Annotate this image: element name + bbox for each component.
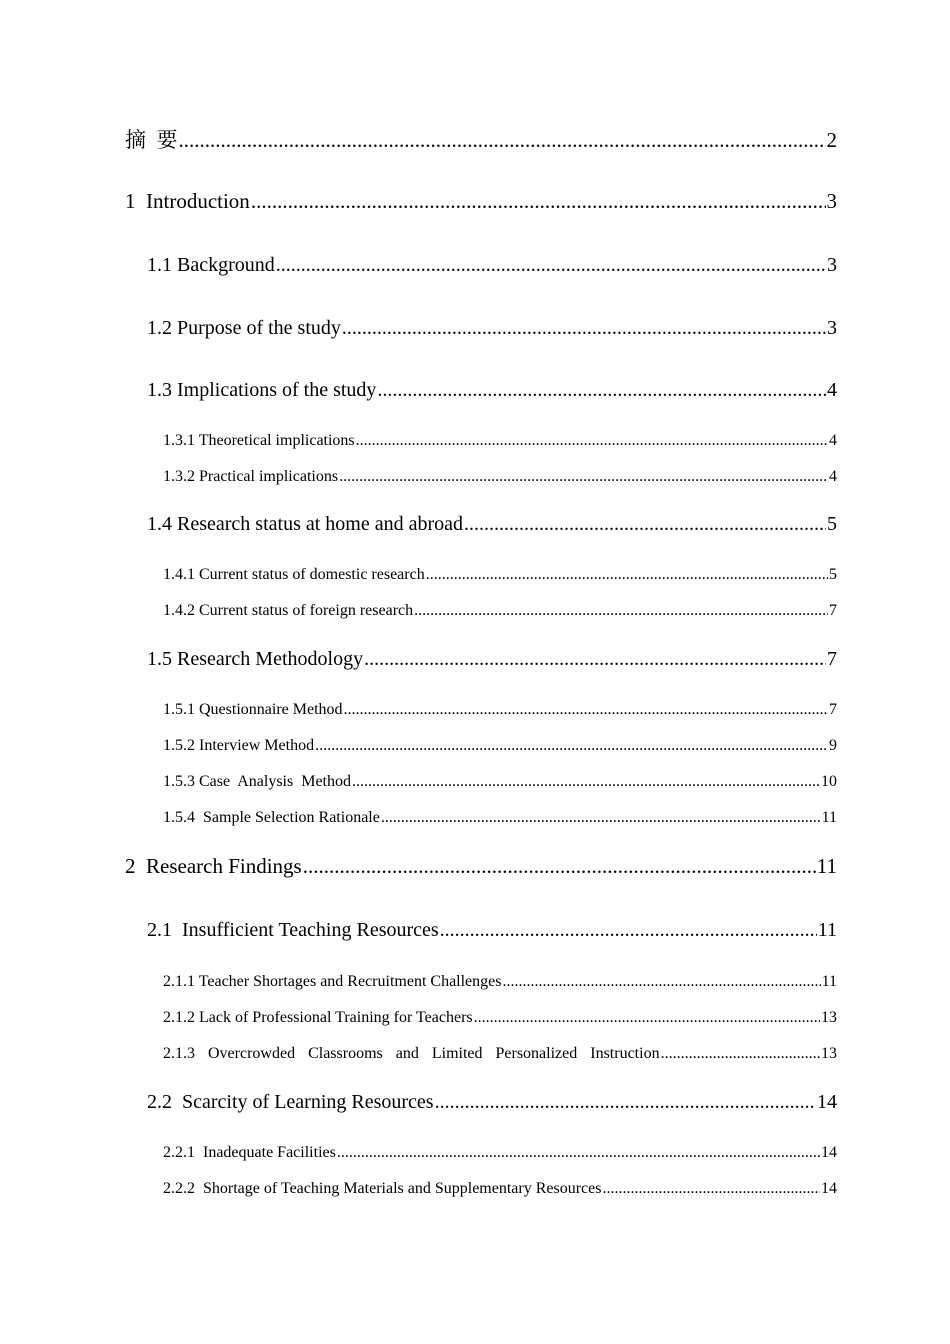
toc-entry-page: 13 [821,1045,837,1062]
toc-entry-1-2[interactable] [147,317,837,340]
toc-entry-2-2-1[interactable] [163,1144,837,1162]
toc-entry-page: 9 [829,737,837,754]
toc-entry-label: 1.3.1 Theoretical implications [163,432,355,449]
toc-entry-page: 3 [827,254,837,276]
toc-entry-page: 3 [827,317,837,339]
toc-entry-abstract[interactable] [125,124,837,154]
dot-leader [179,128,826,153]
toc-entry-label: 1.5.4 Sample Selection Rationale [163,809,380,826]
toc-entry-page: 10 [821,773,837,790]
toc-entry-page: 4 [829,468,837,485]
toc-entry-label: 2.2.1 Inadequate Facilities [163,1144,336,1161]
toc-entry-label: 2 Research Findings [125,854,302,878]
dot-leader [339,468,828,486]
toc-entry-page: 13 [821,1009,837,1026]
toc-entry-label: 1.3.2 Practical implications [163,468,339,485]
dot-leader [344,701,828,719]
toc-entry-label: 摘 要 [125,128,178,152]
toc-entry-page: 14 [821,1144,837,1161]
toc-entry-page: 4 [827,379,837,401]
dot-leader [377,379,826,402]
toc-entry-2-1-1[interactable] [163,973,837,991]
toc-entry-1-4-1[interactable] [163,566,837,584]
dot-leader [251,189,826,214]
dot-leader [276,254,826,277]
toc-entry-label: 2.1.2 Lack of Professional Training for Teachers [163,1009,473,1026]
toc-entry-1-4-2[interactable] [163,602,837,620]
toc-entry-label: 1.4.1 Current status of domestic research [163,566,425,583]
toc-entry-label: 1.4 Research status at home and abroad [147,513,464,535]
toc-entry-2-1-3[interactable] [163,1045,837,1063]
toc-entry-page: 2 [826,128,837,152]
toc-entry-label: 2.1 Insufficient Teaching Resources [147,919,439,941]
toc-entry-page: 14 [821,1180,837,1197]
toc-entry-label: 1.4.2 Current status of foreign research [163,602,414,619]
dot-leader [303,854,816,879]
toc-entry-2-1-2[interactable] [163,1009,837,1027]
dot-leader [502,973,820,991]
toc-entry-1-5-2[interactable] [163,737,837,755]
toc-entry-label: 2.2 Scarcity of Learning Resources [147,1091,434,1113]
dot-leader [474,1009,820,1027]
toc-entry-1-5-1[interactable] [163,701,837,719]
toc-entry-1-3[interactable] [147,379,837,402]
toc-entry-page: 4 [829,432,837,449]
toc-entry-page: 5 [829,566,837,583]
dot-leader [315,737,828,755]
toc-entry-label: 2.1.3 Overcrowded Classrooms and Limited Personalized Instruction [163,1045,660,1062]
toc-entry-label: 1.5.1 Questionnaire Method [163,701,343,718]
dot-leader [337,1144,820,1162]
toc-entry-1-5-4[interactable] [163,809,837,827]
toc-entry-page: 3 [826,189,837,213]
toc-entry-page: 11 [821,809,837,826]
toc-entry-page: 11 [817,919,837,941]
toc-entry-label: 1.5.2 Interview Method [163,737,315,754]
dot-leader [352,773,820,791]
toc-entry-1-5[interactable] [147,648,837,671]
dot-leader [426,566,828,584]
toc-entry-2-2-2[interactable] [163,1180,837,1198]
dot-leader [342,317,826,340]
toc-entry-page: 7 [829,602,837,619]
dot-leader [414,602,828,620]
toc-entry-page: 11 [816,854,837,878]
dot-leader [356,432,828,450]
toc-entry-page: 7 [829,701,837,718]
toc-entry-1-3-1[interactable] [163,432,837,450]
toc-entry-2-1[interactable] [147,919,837,942]
dot-leader [381,809,821,827]
toc-entry-2[interactable] [125,854,837,879]
toc-entry-1-4[interactable] [147,513,837,536]
toc-entry-label: 2.1.1 Teacher Shortages and Recruitment Challenges [163,973,502,990]
toc-entry-label: 1.5.3 Case Analysis Method [163,773,351,790]
toc-entry-label: 1.2 Purpose of the study [147,317,341,339]
toc-entry-page: 7 [827,648,837,670]
dot-leader [440,919,817,942]
toc-entry-1-5-3[interactable] [163,773,837,791]
dot-leader [464,513,826,536]
toc-entry-label: 1.1 Background [147,254,275,276]
toc-entry-page: 11 [821,973,837,990]
toc-entry-label: 1.3 Implications of the study [147,379,377,401]
dot-leader [435,1091,816,1114]
toc-entry-label: 1 Introduction [125,189,250,213]
toc-entry-page: 14 [817,1091,837,1113]
dot-leader [602,1180,820,1198]
toc-entry-label: 2.2.2 Shortage of Teaching Materials and Supplementary Resources [163,1180,602,1197]
toc-entry-page: 5 [827,513,837,535]
toc-entry-1[interactable] [125,189,837,214]
toc-entry-label: 1.5 Research Methodology [147,648,364,670]
dot-leader [661,1045,820,1063]
toc-entry-1-3-2[interactable] [163,468,837,486]
dot-leader [364,648,826,671]
toc-entry-1-1[interactable] [147,254,837,277]
toc-entry-2-2[interactable] [147,1091,837,1114]
